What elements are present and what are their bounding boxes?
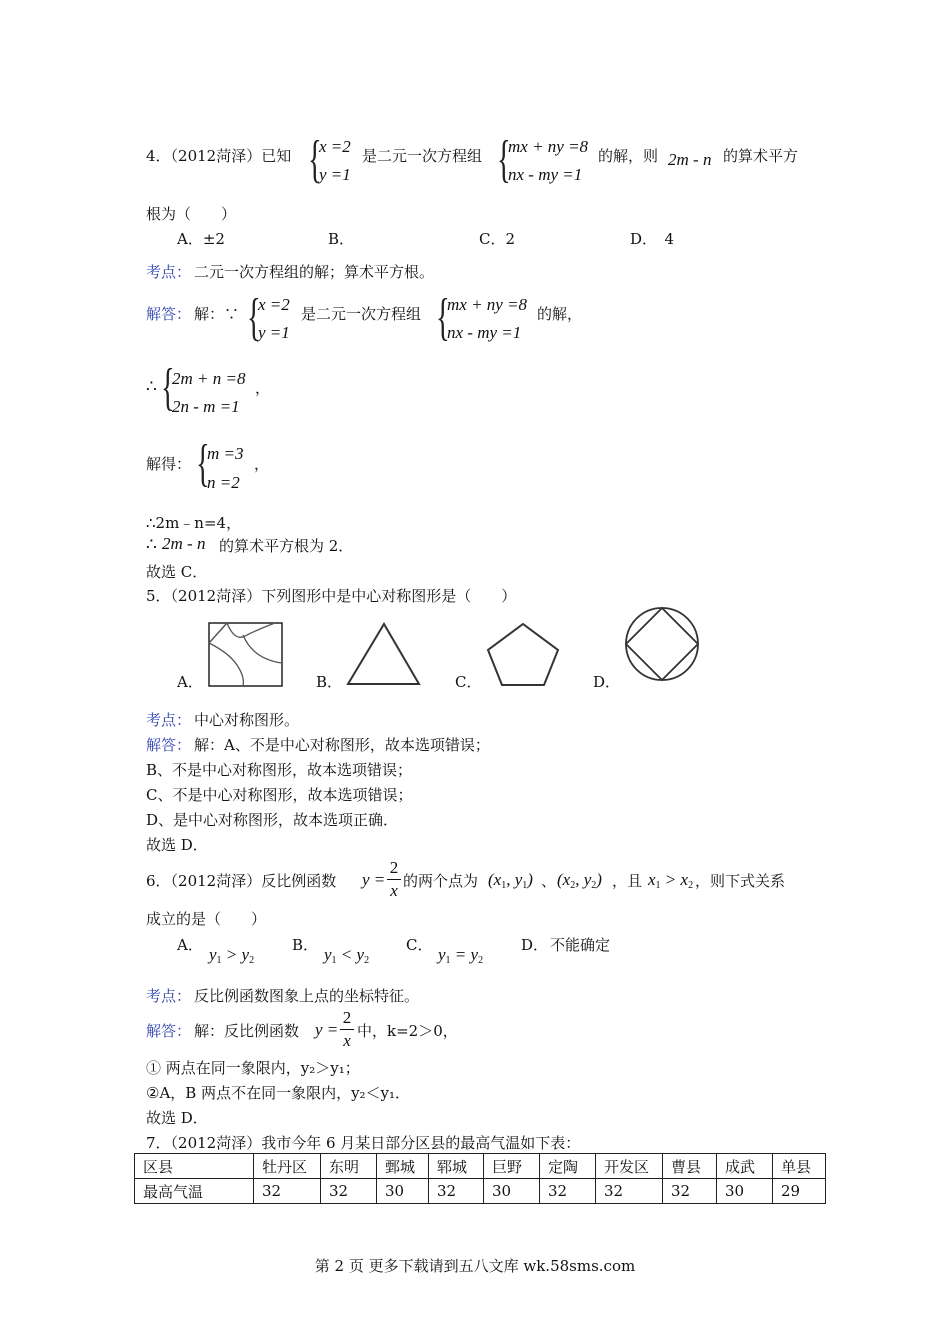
q4-stem-line2: 根为（ ） (146, 205, 237, 223)
q4-sys1-eq1: x =2 (319, 137, 351, 156)
q6-option-a-expr: $y_1 > y_2$ (209, 945, 255, 966)
brace-icon: { (196, 435, 210, 492)
q4-kaodian: 二元一次方程组的解；算术平方根。 (194, 263, 435, 281)
q6-option-c-label: C． (406, 936, 433, 954)
table-cell: 成武 (717, 1154, 773, 1179)
q6-sol-fraction-numerator: 2 (342, 1008, 352, 1027)
table-cell: 29 (773, 1179, 826, 1204)
q4-sol-sys1-eq2: y =1 (258, 323, 290, 342)
q4-option-b: B． (328, 230, 355, 248)
table-cell: 鄄城 (377, 1154, 429, 1179)
q5-line-b: B、不是中心对称图形，故本选项错误； (146, 761, 413, 779)
q6-option-d-text: 不能确定 (550, 936, 611, 954)
q4-sys4-eq2: n =2 (207, 473, 240, 492)
q4-kaodian-label: 考点： (146, 263, 192, 281)
q4-sys1-eq2: y =1 (319, 165, 351, 184)
q4-sys3-comma: ， (255, 379, 271, 397)
q4-sys2-eq2: nx - my =1 (508, 165, 583, 184)
q6-stem-mid: 的两个点为 (403, 872, 479, 890)
table-cell: 定陶 (540, 1154, 596, 1179)
table-cell: 32 (429, 1179, 484, 1204)
q4-option-a: A．±2 (177, 230, 225, 248)
q4-sys3-eq2: 2n - m =1 (172, 397, 240, 416)
q4-option-c: C．2 (479, 230, 516, 248)
temperature-table (134, 1153, 826, 1204)
q5-option-b-label: B． (316, 673, 343, 691)
brace-icon: { (497, 131, 511, 188)
q6-line2: ②A，B 两点不在同一象限内，y₂＜y₁． (146, 1084, 411, 1102)
q6-stem-line2: 成立的是（ ） (146, 910, 267, 928)
pentagon-figure (484, 621, 562, 689)
table-cell: 巨野 (484, 1154, 540, 1179)
therefore-symbol: ∴ (146, 535, 157, 555)
circle-with-square-figure (624, 606, 702, 684)
q6-option-c-expr: $y_1 = y_2$ (438, 945, 484, 966)
q6-option-b-label: B． (292, 936, 319, 954)
table-row (135, 1179, 826, 1204)
q7-stem: 7．（2012菏泽）我市今年 6 月某日部分区县的最高气温如下表： (146, 1134, 581, 1152)
q6-sol-func-lhs: y = (315, 1020, 339, 1039)
table-cell: 区县 (135, 1154, 254, 1179)
q6-fraction-numerator: 2 (389, 858, 399, 877)
q5-jieda: 解：A、不是中心对称图形，故本选项错误； (194, 736, 490, 754)
q5-answer: 故选 D． (146, 836, 208, 854)
q5-option-d-label: D． (593, 673, 621, 691)
q4-stem-suffix: 的算术平方 (723, 147, 799, 165)
table-cell: 最高气温 (135, 1179, 254, 1204)
q6-option-b-expr: $y_1 < y_2$ (324, 945, 370, 966)
q4-sys3-eq1: 2m + n =8 (172, 369, 246, 388)
table-cell: 牡丹区 (254, 1154, 321, 1179)
triangle-figure (345, 621, 423, 687)
q6-fraction-denominator: x (390, 881, 398, 900)
q4-sys4-comma: ， (254, 455, 270, 473)
table-cell: 32 (596, 1179, 663, 1204)
q5-kaodian-label: 考点： (146, 711, 192, 729)
q5-option-a-label: A． (177, 673, 203, 691)
q4-sol-sys2-eq2: nx - my =1 (447, 323, 522, 342)
q5-kaodian: 中心对称图形。 (194, 711, 300, 729)
q4-sol-suffix: 的解， (537, 305, 583, 323)
q4-stem-mid: 是二元一次方程组 (362, 147, 483, 165)
table-cell: 郓城 (429, 1154, 484, 1179)
q4-option-d: D． 4 (630, 230, 675, 248)
q6-option-d-label: D． (521, 936, 549, 954)
q6-sol-fraction (340, 1008, 354, 1051)
q6-func-lhs: y = (362, 870, 386, 889)
q6-stem-prefix: 6．（2012菏泽）反比例函数 (146, 872, 337, 890)
table-cell: 东明 (321, 1154, 377, 1179)
q5-jieda-label: 解答： (146, 736, 192, 754)
q6-sol-fraction-denominator: x (343, 1031, 351, 1050)
table-cell: 曹县 (663, 1154, 717, 1179)
q5-option-c-label: C． (455, 673, 482, 691)
q6-sep: 、 (541, 872, 557, 890)
q4-line-b-expr: 2m - n (162, 534, 206, 553)
q4-sol-mid: 是二元一次方程组 (301, 305, 422, 323)
table-cell: 30 (377, 1179, 429, 1204)
brace-icon: { (308, 131, 322, 188)
fraction-bar (340, 1029, 354, 1030)
q6-answer: 故选 D． (146, 1109, 208, 1127)
q6-point1: ($x_1$, $y_1$) (488, 870, 533, 891)
q6-stem-mid2: ，且 (612, 872, 643, 890)
q6-line1: ① 两点在同一象限内，y₂＞y₁； (146, 1059, 360, 1077)
q5-stem: 5．（2012菏泽）下列图形中是中心对称图形是（ ） (146, 587, 517, 605)
table-cell: 32 (254, 1179, 321, 1204)
table-cell: 单县 (773, 1154, 826, 1179)
q4-expr: 2m - n (668, 150, 712, 169)
q6-condition: $x_1 > x_2$ (648, 870, 694, 891)
therefore-symbol: ∴ (146, 377, 157, 397)
table-cell: 32 (540, 1179, 596, 1204)
table-cell: 开发区 (596, 1154, 663, 1179)
brace-icon: { (247, 289, 261, 346)
table-row (135, 1154, 826, 1179)
q4-line-a: ∴2m﹣n=4， (146, 514, 242, 532)
q4-sys2-eq1: mx + ny =8 (508, 137, 589, 156)
q5-line-d: D、是中心对称图形，故本选项正确． (146, 811, 399, 829)
table-cell: 32 (321, 1179, 377, 1204)
q6-stem-suffix: ，则下式关系 (695, 872, 786, 890)
fraction-bar (387, 879, 401, 880)
page-footer: 第 2 页 更多下载请到五八文库 wk.58sms.com (314, 1257, 636, 1275)
q4-sol-sys2-eq1: mx + ny =8 (447, 295, 528, 314)
q4-stem-prefix: 4．（2012菏泽）已知 (146, 147, 292, 165)
q4-sol-sys1-eq1: x =2 (258, 295, 290, 314)
q4-jieda-label: 解答： (146, 305, 192, 323)
q5-line-c: C、不是中心对称图形，故本选项错误； (146, 786, 413, 804)
q6-jieda-label: 解答： (146, 1022, 192, 1040)
table-cell: 30 (484, 1179, 540, 1204)
q4-jieda-prefix: 解：∵ (194, 305, 240, 323)
table-cell: 30 (717, 1179, 773, 1204)
q6-point2: ($x_2$, $y_2$) (557, 870, 602, 891)
q4-answer: 故选 C． (146, 563, 208, 581)
q6-jieda-suffix: 中，k=2＞0， (357, 1022, 458, 1040)
q6-kaodian-label: 考点： (146, 987, 192, 1005)
q4-jiede: 解得： (146, 455, 192, 473)
q6-jieda-prefix: 解：反比例函数 (194, 1022, 300, 1040)
q4-line-b-suffix: 的算术平方根为 2． (219, 537, 354, 555)
brace-icon: { (436, 289, 450, 346)
brace-icon: { (161, 359, 175, 416)
q6-fraction (387, 858, 401, 901)
q6-option-a-label: A． (177, 936, 203, 954)
rectangle-with-arcs-figure (207, 621, 285, 687)
q4-stem-mid2: 的解，则 (598, 147, 659, 165)
q6-kaodian: 反比例函数图象上点的坐标特征。 (194, 987, 420, 1005)
table-cell: 32 (663, 1179, 717, 1204)
q4-sys4-eq1: m =3 (207, 444, 244, 463)
